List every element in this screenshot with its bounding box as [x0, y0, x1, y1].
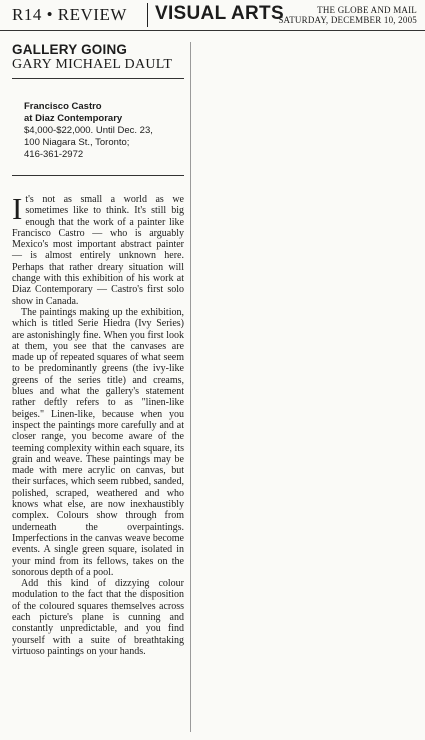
byline: GARY MICHAEL DAULT	[12, 57, 184, 79]
gallery-venue: at Diaz Contemporary	[24, 113, 123, 124]
column-divider	[190, 42, 191, 732]
paragraph-3: Add this kind of dizzying colour modulation to the fact that the disposition of the coloured squares themselves across each picture's plane is cunning and constantly unpredictable, and you find yourself with a suite of breathtaking virtuoso paintings on your hands.	[12, 578, 184, 657]
paper-name: THE GLOBE AND MAIL	[317, 5, 417, 15]
price-dates: $4,000-$22,000. Until Dec. 23,	[24, 125, 153, 136]
paragraph-1	[12, 191, 184, 307]
exhibition-info	[24, 101, 184, 161]
paragraph-2: The paintings making up the exhibition, which is titled Serie Hiedra (Ivy Series) are astonishingly fine. When you first look at them, you see that the canvases are made up of repeated squares of what seem to be predominantly greens (the ivy-like greens of the series title) and creams, blues and what the gallery's statement rather deftly refers to as "linen-like beiges." Linen-like, because when you inspect the paintings more carefully and at closer range, you become aware of the teeming complexity within each square, its grain and weave. These paintings may be made with mere acrylic on canvas, but their surfaces, which seem rubbed, sanded, polished, scraped, weathered and who knows what else, are now inexhaustibly complex. Colours show through from underneath the overpaintings. Imperfections in the canvas weave become events. A single green square, isolated in your mind from its fellows, takes on the sonorous depth of a pool.	[12, 306, 184, 578]
issue-date: SATURDAY, DECEMBER 10, 2005	[278, 15, 417, 25]
paragraph-1-text: t's not as small a world as we sometimes like to think. It's still big enough that the work of a painter like Francisco Castro — who is arguably Mexico's most important abstract painter — is almost entirely unknown here. Perhaps that rather dreary situation will change with this exhibition of his work at Diaz Contemporary — Castro's first solo show in Canada.	[12, 194, 184, 307]
gallery-phone: 416-361-2972	[24, 149, 84, 160]
article-body	[12, 191, 184, 657]
column-kicker: GALLERY GOING	[12, 42, 128, 57]
artist-name: Francisco Castro	[24, 101, 102, 112]
paper-info	[278, 5, 417, 25]
page-label: R14 • REVIEW	[12, 5, 127, 24]
info-divider	[12, 175, 184, 176]
article-column	[12, 42, 184, 657]
masthead	[0, 0, 425, 31]
gallery-address: 100 Niagara St., Toronto;	[24, 137, 130, 148]
drop-cap: I	[12, 191, 23, 226]
section-title: VISUAL ARTS	[155, 3, 284, 24]
masthead-divider	[147, 3, 148, 27]
